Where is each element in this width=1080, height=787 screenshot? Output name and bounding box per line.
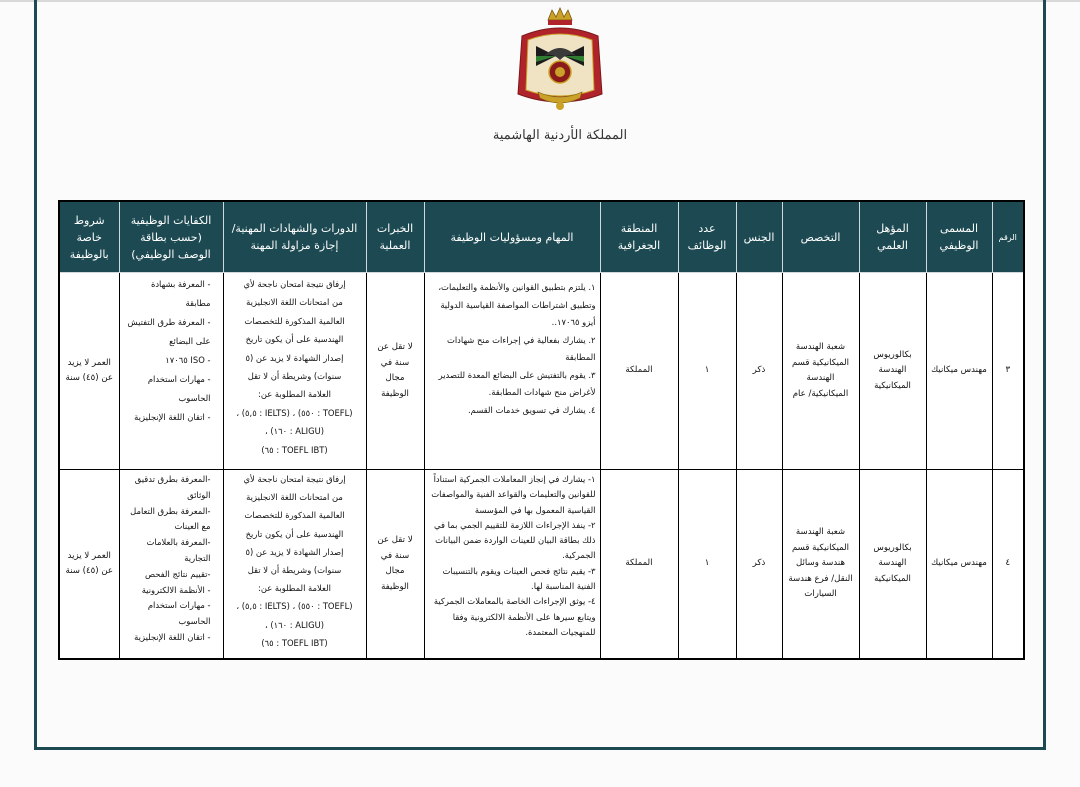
competency-line: - المعرفة طرق التفتيش: [127, 317, 211, 327]
cell-courses: [223, 470, 366, 660]
cell-number: ٤: [992, 470, 1024, 660]
col-header-number: الرقم: [992, 201, 1024, 273]
task-item: ٣. يقوم بالتفتيش على البضائع المعدة للتصدير لأغراض منح شهادات المطابقة.: [438, 369, 596, 397]
cell-courses: [223, 273, 366, 470]
course-line: (TOEFL IBT : ٦٥): [261, 444, 328, 455]
course-line: من امتحانات اللغة الانجليزية: [246, 297, 343, 308]
competency-line: الحاسوب: [178, 393, 211, 403]
col-header-gender: الجنس: [736, 201, 782, 273]
task-item: ١. يلتزم بتطبيق القوانين والأنظمة والتعليمات، وتطبيق اشتراطات المواصفة القياسية الدولية أيزو ١٧٠٦٥..: [438, 282, 596, 327]
course-line: (TOEFL : ٥٥٠) ، (IELTS : ٥,٥) ،: [236, 407, 353, 418]
competency-line: - ISO ١٧٠٦٥: [165, 355, 211, 365]
task-item: ١- يشارك في إنجاز المعاملات الجمركية استناداً للقوانين والتعليمات والقواعد الفنية والمواصفات القياسية المعمول بها في المؤسسة: [431, 474, 596, 515]
cell-number: ٣: [992, 273, 1024, 470]
competency-line: مطابقة: [185, 298, 211, 308]
task-item: ٤. يشارك في تسويق خدمات القسم.: [467, 404, 596, 415]
col-header-courses: الدورات والشهادات المهنية/إجازة مزاولة المهنة: [223, 201, 366, 273]
coat-of-arms-emblem: [514, 6, 606, 114]
cell-count: ١: [678, 273, 736, 470]
course-line: إصدار الشهادة لا يزيد عن (٥: [245, 546, 344, 557]
col-header-specialization: التخصص: [782, 201, 859, 273]
table-row: [59, 273, 1024, 470]
competency-line: -المعرفة بطرق تدقيق الوثائق: [134, 474, 211, 500]
competency-line: -تقييم نتائج الفحص: [145, 568, 211, 579]
cell-qualification: بكالوريوس الهندسة الميكانيكية: [859, 273, 926, 470]
course-line: الهندسية على أن يكون تاريخ: [245, 528, 344, 539]
task-item: ٢- ينفذ الإجراءات اللازمة للتقييم الجمي بما في ذلك بطاقة البيان للعينات الواردة ضمن البيانات الجمركية.: [434, 519, 596, 561]
table-header-row: [59, 201, 1024, 273]
competency-line: - مهارات استخدام: [147, 374, 211, 384]
course-line: (TOEFL : ٥٥٠) ، (IELTS : ٥,٥) ،: [236, 601, 353, 612]
course-line: (ALIGU : ١٦٠) ،: [264, 426, 325, 437]
course-line: العالمية المذكورة للتخصصات: [244, 315, 345, 326]
competency-line: -المعرفة بالعلامات التجارية: [146, 537, 211, 563]
page-border-right: [1043, 0, 1046, 750]
page-border-bottom: [34, 747, 1046, 750]
col-header-experience: الخبرات العملية: [366, 201, 424, 273]
competency-line: على البضائع: [169, 336, 211, 346]
course-line: من امتحانات اللغة الانجليزية: [246, 492, 343, 503]
cell-experience: لا تقل عن سنة في مجال الوظيفة: [366, 273, 424, 470]
cell-region: المملكة: [600, 273, 678, 470]
course-line: العلامة المطلوبة عن:: [258, 389, 331, 400]
col-header-tasks: المهام ومسؤوليات الوظيفة: [424, 201, 600, 273]
course-line: إرفاق نتيجة امتحان ناجحة لأي: [243, 474, 346, 484]
col-header-region: المنطقة الجغرافية: [600, 201, 678, 273]
cell-experience: لا تقل عن سنة في مجال الوظيفة: [366, 470, 424, 660]
cell-conditions: العمر لا يزيد عن (٤٥) سنة: [59, 273, 119, 470]
cell-specialization: شعبة الهندسة الميكانيكية قسم الهندسة الميكانيكية/ عام: [782, 273, 859, 470]
task-item: ٤- يوثق الإجراءات الخاصة بالمعاملات الجمركية ويتابع سيرها على الأنظمة الالكترونية وفقا للمنهجيات المعتمدة.: [433, 596, 596, 637]
cell-competencies: [119, 470, 223, 660]
course-line: (ALIGU : ١٦٠) ،: [264, 619, 325, 630]
cell-specialization: شعبة الهندسة الميكانيكية قسم هندسة وسائل النقل/ فرع هندسة السيارات: [782, 470, 859, 660]
col-header-title: المسمى الوظيفي: [926, 201, 992, 273]
cell-tasks: [424, 273, 600, 470]
col-header-conditions: شروط خاصة بالوظيفة: [59, 201, 119, 273]
course-line: العلامة المطلوبة عن:: [258, 583, 331, 594]
course-line: العالمية المذكورة للتخصصات: [244, 510, 345, 521]
kingdom-caption: المملكة الأردنية الهاشمية: [492, 128, 628, 143]
task-item: ٢. يشارك بفعالية في إجراءات منح شهادات المطابقة: [446, 334, 596, 362]
competency-line: - مهارات استخدام الحاسوب: [147, 600, 211, 627]
col-header-competencies: الكفايات الوظيفية (حسب بطاقة الوصف الوظيفي): [119, 201, 223, 273]
cell-competencies: [119, 273, 223, 470]
competency-line: - اتقان اللغة الإنجليزية: [134, 412, 211, 422]
cell-region: المملكة: [600, 470, 678, 660]
cell-qualification: بكالوريوس الهندسة الميكانيكية: [859, 470, 926, 660]
course-line: إرفاق نتيجة امتحان ناجحة لأي: [243, 279, 346, 289]
table-row: [59, 470, 1024, 660]
task-item: ٣- يقيم نتائج فحص العينات ويقوم بالتنسيبات الفنية المناسبة لها.: [442, 565, 596, 592]
course-line: (TOEFL IBT : ٦٥): [261, 637, 328, 648]
course-line: سنوات) وشريطة أن لا تقل: [247, 565, 342, 576]
course-line: سنوات) وشريطة أن لا تقل: [247, 371, 342, 382]
course-line: الهندسية على أن يكون تاريخ: [245, 334, 344, 345]
competency-line: - اتقان اللغة الإنجليزية: [134, 631, 211, 642]
course-line: إصدار الشهادة لا يزيد عن (٥: [245, 352, 344, 363]
cell-conditions: العمر لا يزيد عن (٤٥) سنة: [59, 470, 119, 660]
job-vacancies-table: [58, 200, 1025, 660]
page-border-left: [34, 0, 37, 750]
cell-title: مهندس ميكانيك: [926, 273, 992, 470]
competency-line: -المعرفة بطرق التعامل مع العينات: [130, 505, 211, 532]
competency-line: - المعرفة بشهادة: [150, 279, 211, 289]
cell-gender: ذكر: [736, 470, 782, 660]
top-edge: [0, 0, 1080, 2]
cell-count: ١: [678, 470, 736, 660]
cell-tasks: [424, 470, 600, 660]
cell-title: مهندس ميكانيك: [926, 470, 992, 660]
col-header-qualification: المؤهل العلمي: [859, 201, 926, 273]
competency-line: - الأنظمة الالكترونية: [141, 584, 211, 595]
col-header-count: عدد الوظائف: [678, 201, 736, 273]
cell-gender: ذكر: [736, 273, 782, 470]
